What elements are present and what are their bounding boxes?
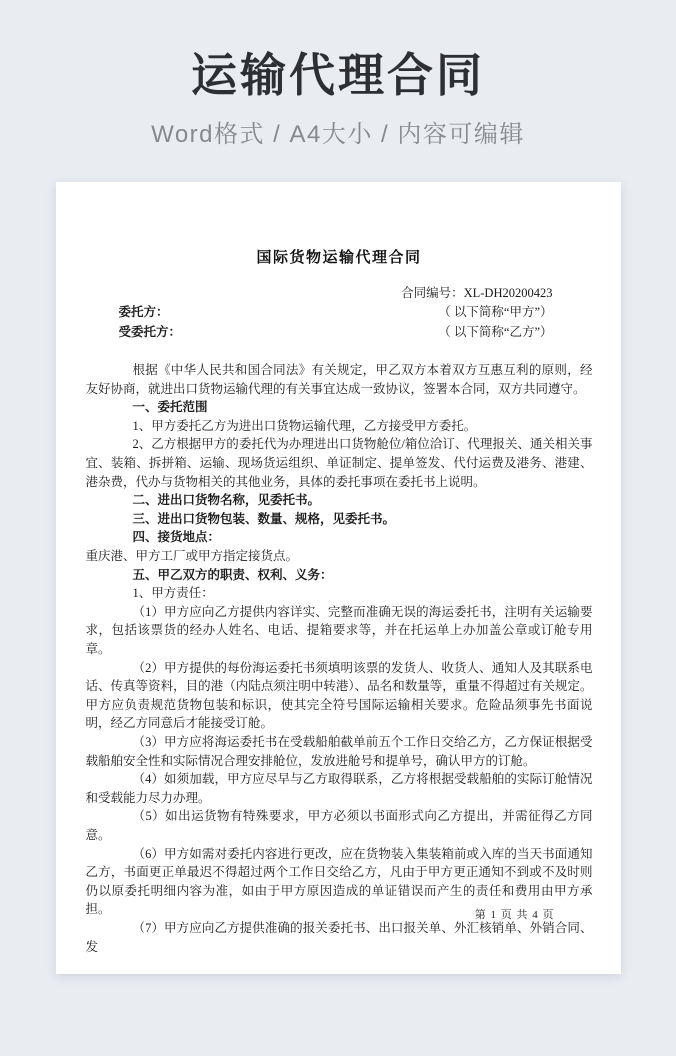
clause-paragraph: 1、甲方责任： — [132, 586, 214, 601]
banner — [0, 0, 676, 149]
clause-heading: 四、接货地点： — [132, 530, 221, 545]
party-a-label: 委托方： — [118, 305, 169, 320]
clause-paragraph: （6）甲方如需对委托内容进行更改，应在货物装入集装箱前或入库的当天书面通知乙方，书面更正单最迟不得超过两个工作日交给乙方，凡由于甲方更正通知不到或不及时则仍以原委托明细内容为准，如由于甲方原因造成的单证错误而产生的责任和费用由甲方承担。 — [85, 846, 593, 917]
clause-paragraph: （1）甲方应向乙方提供内容详实、完整而准确无误的海运委托书，注明有关运输要求，包括该票货的经办人姓名、电话、提箱要求等，并在托运单上办加盖公章或订舱专用章。 — [85, 604, 593, 656]
contract-number: 合同编号：XL-DH20200423 — [401, 285, 553, 300]
contract-meta — [86, 284, 593, 343]
clause-paragraph: （7）甲方应向乙方提供准确的报关委托书、出口报关单、外汇核销单、外销合同、发 — [85, 920, 593, 954]
clause-paragraph: 重庆港、甲方工厂或甲方指定接货点。 — [85, 549, 299, 564]
contract-number-row — [86, 284, 593, 304]
clause-heading: 三、进出口货物包装、数量、规格，见委托书。 — [132, 511, 396, 526]
clause-paragraph: （4）如须加载，甲方应尽早与乙方取得联系，乙方将根据受载船舶的实际订舱情况和受载能力尽力办理。 — [85, 772, 593, 805]
party-b-row — [86, 323, 593, 343]
clause-paragraph: 1、甲方委托乙方为进出口货物运输代理，乙方接受甲方委托。 — [132, 418, 477, 433]
contract-body — [86, 361, 593, 956]
clause-paragraph: 2、乙方根据甲方的委托代为办理进出口货物舱位/箱位洽订、代理报关、通关相关事宜、装箱、拆拼箱、运输、现场货运组织、单证制定、提单签发、代付运费及港务、港建、港杂费，代办与货物相关的其他业务，具体的委托事项在委托书上说明。 — [85, 437, 593, 489]
clause-paragraph: （5）如出运货物有特殊要求，甲方必须以书面形式向乙方提出，并需征得乙方同意。 — [85, 809, 593, 842]
party-b-alias: （ 以下简称“乙方”） — [438, 324, 553, 339]
party-b-label: 受委托方： — [118, 324, 182, 339]
party-a-row — [86, 303, 593, 323]
document-title: 国际货物运输代理合同 — [256, 249, 422, 266]
banner-subtitle: Word格式 / A4大小 / 内容可编辑 — [151, 120, 525, 148]
page-number: 第 1 页 共 4 页 — [474, 908, 555, 921]
clause-paragraph: （2）甲方提供的每份海运委托书须填明该票的发货人、收货人、通知人及其联系电话、传真等资料，目的港（内陆点须注明中转港）、品名和数量等，重量不得超过有关规定。甲方应负责规范货物包装和标识，使其完全符号国际运输相关要求。危险品须事先书面说明，经乙方同意后才能接受订舱。 — [85, 660, 593, 731]
clause-paragraph: 根据《中华人民共和国合同法》有关规定，甲乙双方本着双方互惠互利的原则，经友好协商，就进出口货物运输代理的有关事宜达成一致协议，签署本合同，双方共同遵守。 — [85, 363, 593, 396]
party-a-alias: （ 以下简称“甲方”） — [438, 305, 553, 320]
clause-heading: 一、委托范围 — [132, 400, 208, 415]
clause-heading: 二、进出口货物名称，见委托书。 — [132, 493, 321, 508]
document-page — [56, 182, 621, 974]
clause-heading: 五、甲乙双方的职责、权利、义务： — [132, 567, 333, 582]
clause-paragraph: （3）甲方应将海运委托书在受载船舶截单前五个工作日交给乙方，乙方保证根据受载船舶安全性和实际情况合理安排舱位，发放进舱号和提单号，确认甲方的订舱。 — [85, 734, 593, 768]
banner-title: 运输代理合同 — [191, 49, 485, 101]
